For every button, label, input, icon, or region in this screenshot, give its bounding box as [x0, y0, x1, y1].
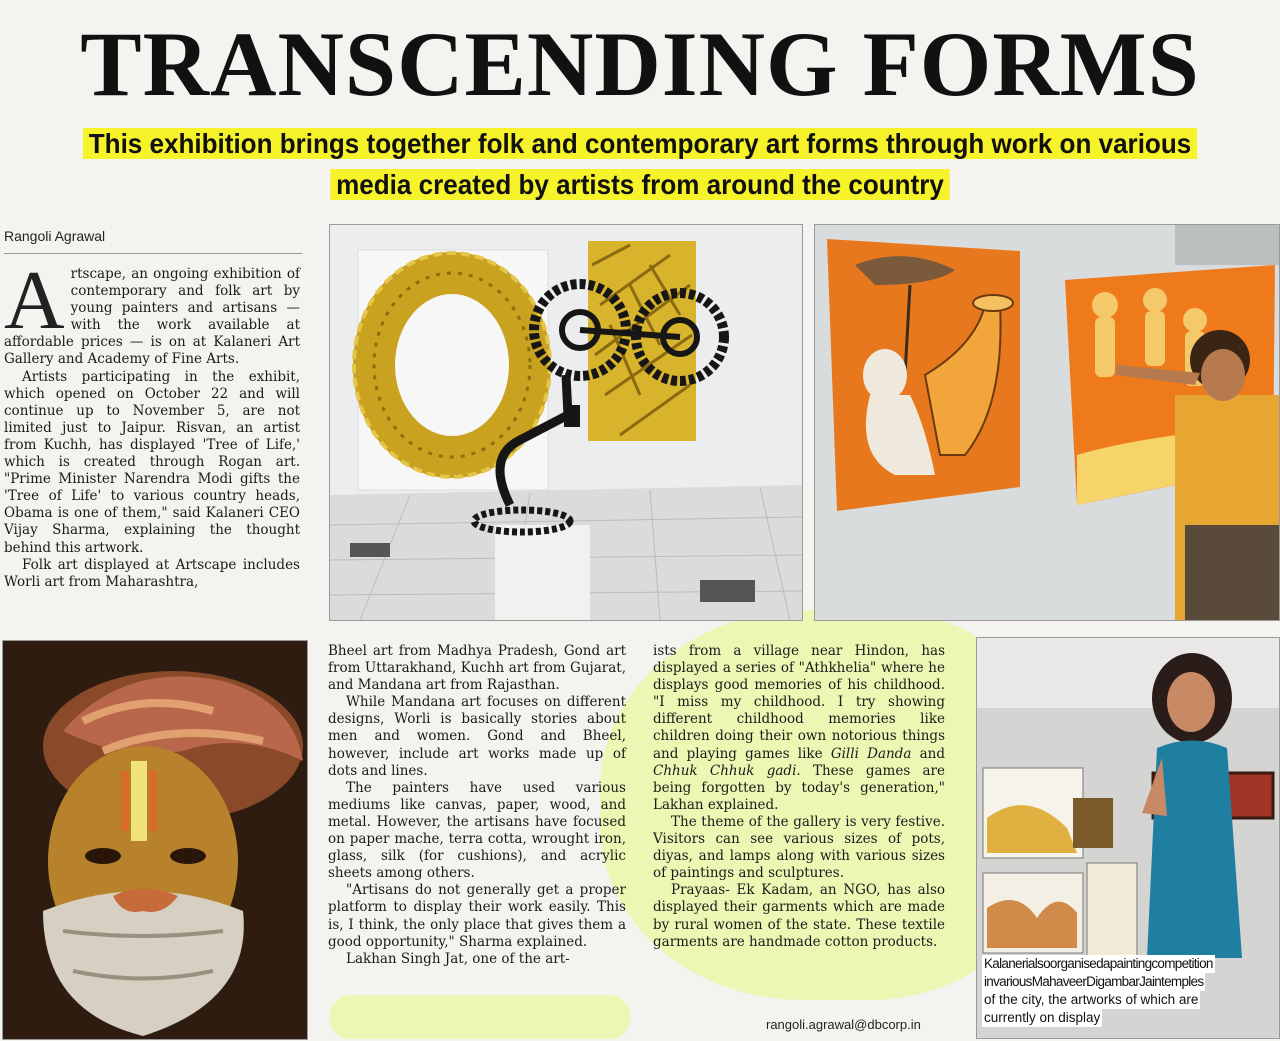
photo-caption: [982, 955, 1276, 1027]
paragraph: ists from a village near Hindon, has displayed a series of "Athkhelia" where he displays good memories of his childhood. "I miss my childhood. I try showing different childhood memories like children doing their own notorious things and playing games like Gilli Danda and Chhuk Chhuk gadi. These games are being forgotten by today's generation," Lakhan explained.: [653, 643, 946, 813]
article-column-1: [4, 254, 300, 591]
caption-line: Kalanerialsoorganisedapaintingcompetition: [984, 956, 1213, 971]
paragraph: While Mandana art focuses on different designs, Worli is basically stories about men and women. Gond and Bheel, however, include art works made up of dots and lines.: [328, 694, 626, 779]
headline: TRANSCENDING FORMS: [80, 13, 1200, 115]
caption-line: currently on display: [984, 1010, 1101, 1025]
portrait-illustration: [3, 641, 307, 1039]
drop-cap: A: [4, 254, 65, 347]
article-column-2: [328, 643, 626, 968]
photo-portrait-painting: [2, 640, 308, 1040]
photo-sculptures: [329, 224, 803, 621]
paragraph: Folk art displayed at Artscape includes Worli art from Maharashtra,: [4, 556, 300, 590]
article-column-3: [653, 643, 945, 951]
marker-highlight-bottom: [330, 995, 630, 1039]
paragraph: The theme of the gallery is very festive. Visitors can see various sizes of pots, diyas, and lamps along with various sizes of paintings and sculptures.: [653, 813, 945, 882]
deck-line-1: This exhibition brings together folk and contemporary art forms through work on various: [45, 127, 1235, 161]
author-email[interactable]: rangoli.agrawal@dbcorp.in: [766, 1017, 921, 1032]
deck-line-2: media created by artists from around the country: [45, 168, 1235, 202]
paragraph: Artscape, an ongoing exhibition of contemporary and folk art by young painters and artisans —with the work available at affordable prices — is on at Kalaneri Art Gallery and Academy of Fine Arts.: [4, 254, 300, 368]
paintings-illustration: [815, 225, 1279, 620]
sculptures-illustration: [330, 225, 802, 620]
caption-line: invariousMahaveerDigambarJaintemples: [984, 974, 1204, 989]
paragraph: Artists participating in the exhibit, which opened on October 22 and will continue up to November 5, are not limited just to Jaipur. Risvan, an artist from Kuchh, has displayed 'Tree of Life,' which is created through Rogan art. "Prime Minister Narendra Modi gifts the 'Tree of Life' to various country heads, Obama is one of them," said Kalaneri CEO Vijay Sharma, explaining the thought behind this artwork.: [4, 368, 300, 556]
paragraph: Prayaas- Ek Kadam, an NGO, has also displayed their garments which are made by rural women of the state. These textile garments are handmade cotton products.: [653, 882, 945, 950]
paragraph: "Artisans do not generally get a proper platform to display their work easily. This is, I think, the only place that gives them a good opportunity," Sharma explained.: [328, 882, 626, 950]
paragraph: The painters have used various mediums like canvas, paper, wood, and metal. However, the artisans have focused on paper mache, terra cotta, wrought iron, glass, silk (for cushions), and acrylic sheets among others.: [328, 779, 626, 882]
paragraph: Bheel art from Madhya Pradesh, Gond art from Uttarakhand, Kuchh art from Gujarat, and Mandana art from Rajasthan.: [328, 643, 626, 694]
byline: Rangoli Agrawal: [4, 228, 106, 244]
photo-paintings-visitor: [814, 224, 1280, 621]
caption-line: of the city, the artworks of which are: [984, 992, 1199, 1007]
paragraph: Lakhan Singh Jat, one of the art-: [346, 950, 570, 967]
